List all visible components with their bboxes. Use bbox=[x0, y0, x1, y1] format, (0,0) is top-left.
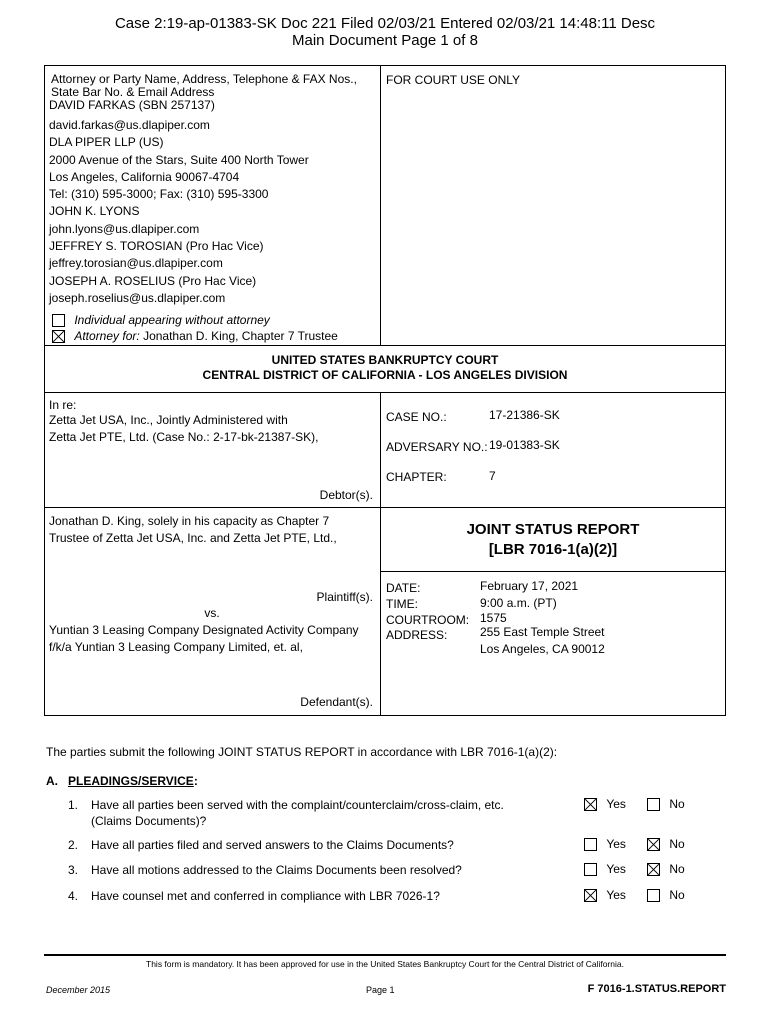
case-header-line2: Main Document Page 1 of 8 bbox=[292, 32, 478, 49]
debtor-line1: Zetta Jet USA, Inc., Jointly Administered with bbox=[49, 413, 288, 427]
case-header-line1: Case 2:19-ap-01383-SK Doc 221 Filed 02/03/21 Entered 02/03/21 14:48:11 Desc bbox=[114, 15, 656, 32]
section-a-heading bbox=[68, 774, 198, 788]
debtor-line2: Zetta Jet PTE, Ltd. (Case No.: 2-17-bk-21387-SK), bbox=[49, 430, 319, 444]
adversary-no-value: 19-01383-SK bbox=[489, 438, 560, 452]
question-text: Have all motions addressed to the Claims Documents been resolved? bbox=[91, 863, 462, 877]
q4-no[interactable] bbox=[647, 888, 685, 902]
footer-form-number: F 7016-1.STATUS.REPORT bbox=[587, 983, 726, 995]
plaintiff-line2: Trustee of Zetta Jet USA, Inc. and Zetta Jet PTE, Ltd., bbox=[49, 531, 337, 545]
intro-text: The parties submit the following JOINT STATUS REPORT in accordance with LBR 7016-1(a)(2): bbox=[46, 745, 558, 759]
date-label: DATE: bbox=[386, 581, 421, 595]
divider bbox=[44, 392, 726, 393]
attorney-line: david.farkas@us.dlapiper.com bbox=[49, 118, 210, 132]
section-a-colon: : bbox=[193, 774, 198, 788]
no-checkbox[interactable] bbox=[647, 889, 660, 902]
question-number: 4. bbox=[68, 889, 79, 903]
attorney-line: john.lyons@us.dlapiper.com bbox=[49, 221, 200, 236]
attorney-block bbox=[49, 99, 374, 307]
courtroom-value: 1575 bbox=[480, 611, 507, 625]
section-a-letter: A. bbox=[46, 774, 58, 788]
no-label: No bbox=[669, 862, 685, 876]
yes-checkbox[interactable] bbox=[584, 798, 597, 811]
footer-notice: This form is mandatory. It has been approved for use in the United States Bankruptcy Court for the Central District of California. bbox=[146, 959, 624, 969]
section-a-title: PLEADINGS/SERVICE bbox=[68, 774, 194, 788]
question-number: 2. bbox=[68, 838, 79, 852]
plaintiff-label: Plaintiff(s). bbox=[316, 590, 373, 604]
divider bbox=[380, 65, 381, 345]
plaintiff-line1: Jonathan D. King, solely in his capacity as Chapter 7 bbox=[49, 514, 330, 528]
case-no-value: 17-21386-SK bbox=[489, 408, 560, 422]
defendant-line1: Yuntian 3 Leasing Company Designated Activity Company bbox=[49, 623, 359, 637]
q2-yes[interactable] bbox=[584, 837, 626, 851]
no-label: No bbox=[669, 888, 685, 902]
address-label: ADDRESS: bbox=[386, 628, 448, 642]
q4-yes[interactable] bbox=[584, 888, 626, 902]
q1-no[interactable] bbox=[647, 797, 685, 811]
attorney-for-value: Jonathan D. King, Chapter 7 Trustee bbox=[143, 329, 338, 343]
attorney-line: DLA PIPER LLP (US) bbox=[49, 135, 164, 150]
defendant-line2: f/k/a Yuntian 3 Leasing Company Limited, et. al, bbox=[49, 640, 303, 654]
no-checkbox[interactable] bbox=[647, 838, 660, 851]
divider bbox=[380, 571, 726, 572]
attorney-line: JOHN K. LYONS bbox=[49, 204, 140, 219]
question-number: 1. bbox=[68, 798, 79, 812]
attorney-line: jeffrey.torosian@us.dlapiper.com bbox=[49, 256, 223, 271]
question-text: Have all parties been served with the complaint/counterclaim/cross-claim, etc. (Claims Documents)? bbox=[91, 798, 504, 828]
divider bbox=[44, 507, 380, 508]
individual-row[interactable] bbox=[52, 313, 270, 327]
yes-label: Yes bbox=[606, 862, 626, 876]
question-text: Have all parties filed and served answers to the Claims Documents? bbox=[91, 838, 454, 852]
chapter-value: 7 bbox=[489, 469, 496, 483]
court-use-label: FOR COURT USE ONLY bbox=[386, 73, 521, 87]
address-line2: Los Angeles, CA 90012 bbox=[480, 642, 605, 656]
yes-label: Yes bbox=[606, 888, 626, 902]
report-title: JOINT STATUS REPORT bbox=[466, 521, 640, 538]
attorney-line: Tel: (310) 595-3000; Fax: (310) 595-3300 bbox=[49, 187, 269, 202]
individual-checkbox[interactable] bbox=[52, 314, 65, 327]
address-line1: 255 East Temple Street bbox=[480, 625, 605, 639]
yes-checkbox[interactable] bbox=[584, 889, 597, 902]
time-value: 9:00 a.m. (PT) bbox=[480, 596, 557, 610]
q2-no[interactable] bbox=[647, 837, 685, 851]
attorney-for-checkbox[interactable] bbox=[52, 330, 65, 343]
no-label: No bbox=[669, 797, 685, 811]
attorney-for-label: Attorney for: bbox=[74, 329, 140, 343]
chapter-label: CHAPTER: bbox=[386, 470, 447, 484]
footer-date: December 2015 bbox=[46, 985, 111, 995]
q3-yes[interactable] bbox=[584, 862, 626, 876]
attorney-line: DAVID FARKAS (SBN 257137) bbox=[49, 98, 215, 112]
attorney-line: JOSEPH A. ROSELIUS (Pro Hac Vice) bbox=[49, 273, 257, 288]
footer-page: Page 1 bbox=[366, 985, 395, 995]
footer-rule bbox=[44, 954, 726, 956]
court-name: UNITED STATES BANKRUPTCY COURT bbox=[271, 353, 499, 367]
defendant-label: Defendant(s). bbox=[300, 695, 373, 709]
attorney-label: Attorney or Party Name, Address, Telephone & FAX Nos., State Bar No. & Email Address bbox=[51, 72, 357, 99]
courtroom-label: COURTROOM: bbox=[386, 613, 470, 627]
divider bbox=[44, 345, 726, 346]
yes-label: Yes bbox=[606, 797, 626, 811]
adversary-no-label: ADVERSARY NO.: bbox=[386, 440, 488, 454]
yes-checkbox[interactable] bbox=[584, 838, 597, 851]
report-subtitle: [LBR 7016-1(a)(2)] bbox=[488, 541, 618, 558]
case-no-label: CASE NO.: bbox=[386, 410, 447, 424]
attorney-line: Los Angeles, California 90067-4704 bbox=[49, 169, 240, 184]
no-checkbox[interactable] bbox=[647, 863, 660, 876]
individual-label: Individual appearing without attorney bbox=[74, 313, 270, 327]
court-district: CENTRAL DISTRICT OF CALIFORNIA - LOS ANGELES DIVISION bbox=[202, 368, 568, 382]
no-checkbox[interactable] bbox=[647, 798, 660, 811]
yes-label: Yes bbox=[606, 837, 626, 851]
question-text: Have counsel met and conferred in compliance with LBR 7026-1? bbox=[91, 889, 440, 903]
attorney-line: JEFFREY S. TOROSIAN (Pro Hac Vice) bbox=[49, 239, 264, 254]
attorney-line: 2000 Avenue of the Stars, Suite 400 North Tower bbox=[49, 152, 309, 167]
attorney-line: joseph.roselius@us.dlapiper.com bbox=[49, 290, 226, 305]
no-label: No bbox=[669, 837, 685, 851]
divider bbox=[380, 507, 726, 508]
debtor-label: Debtor(s). bbox=[319, 488, 373, 502]
vs-label: vs. bbox=[204, 606, 220, 620]
in-re-label: In re: bbox=[49, 398, 77, 412]
question-number: 3. bbox=[68, 863, 79, 877]
q1-yes[interactable] bbox=[584, 797, 626, 811]
q3-no[interactable] bbox=[647, 862, 685, 876]
time-label: TIME: bbox=[386, 597, 418, 611]
attorney-for-row[interactable] bbox=[52, 329, 338, 343]
yes-checkbox[interactable] bbox=[584, 863, 597, 876]
date-value: February 17, 2021 bbox=[480, 579, 579, 593]
